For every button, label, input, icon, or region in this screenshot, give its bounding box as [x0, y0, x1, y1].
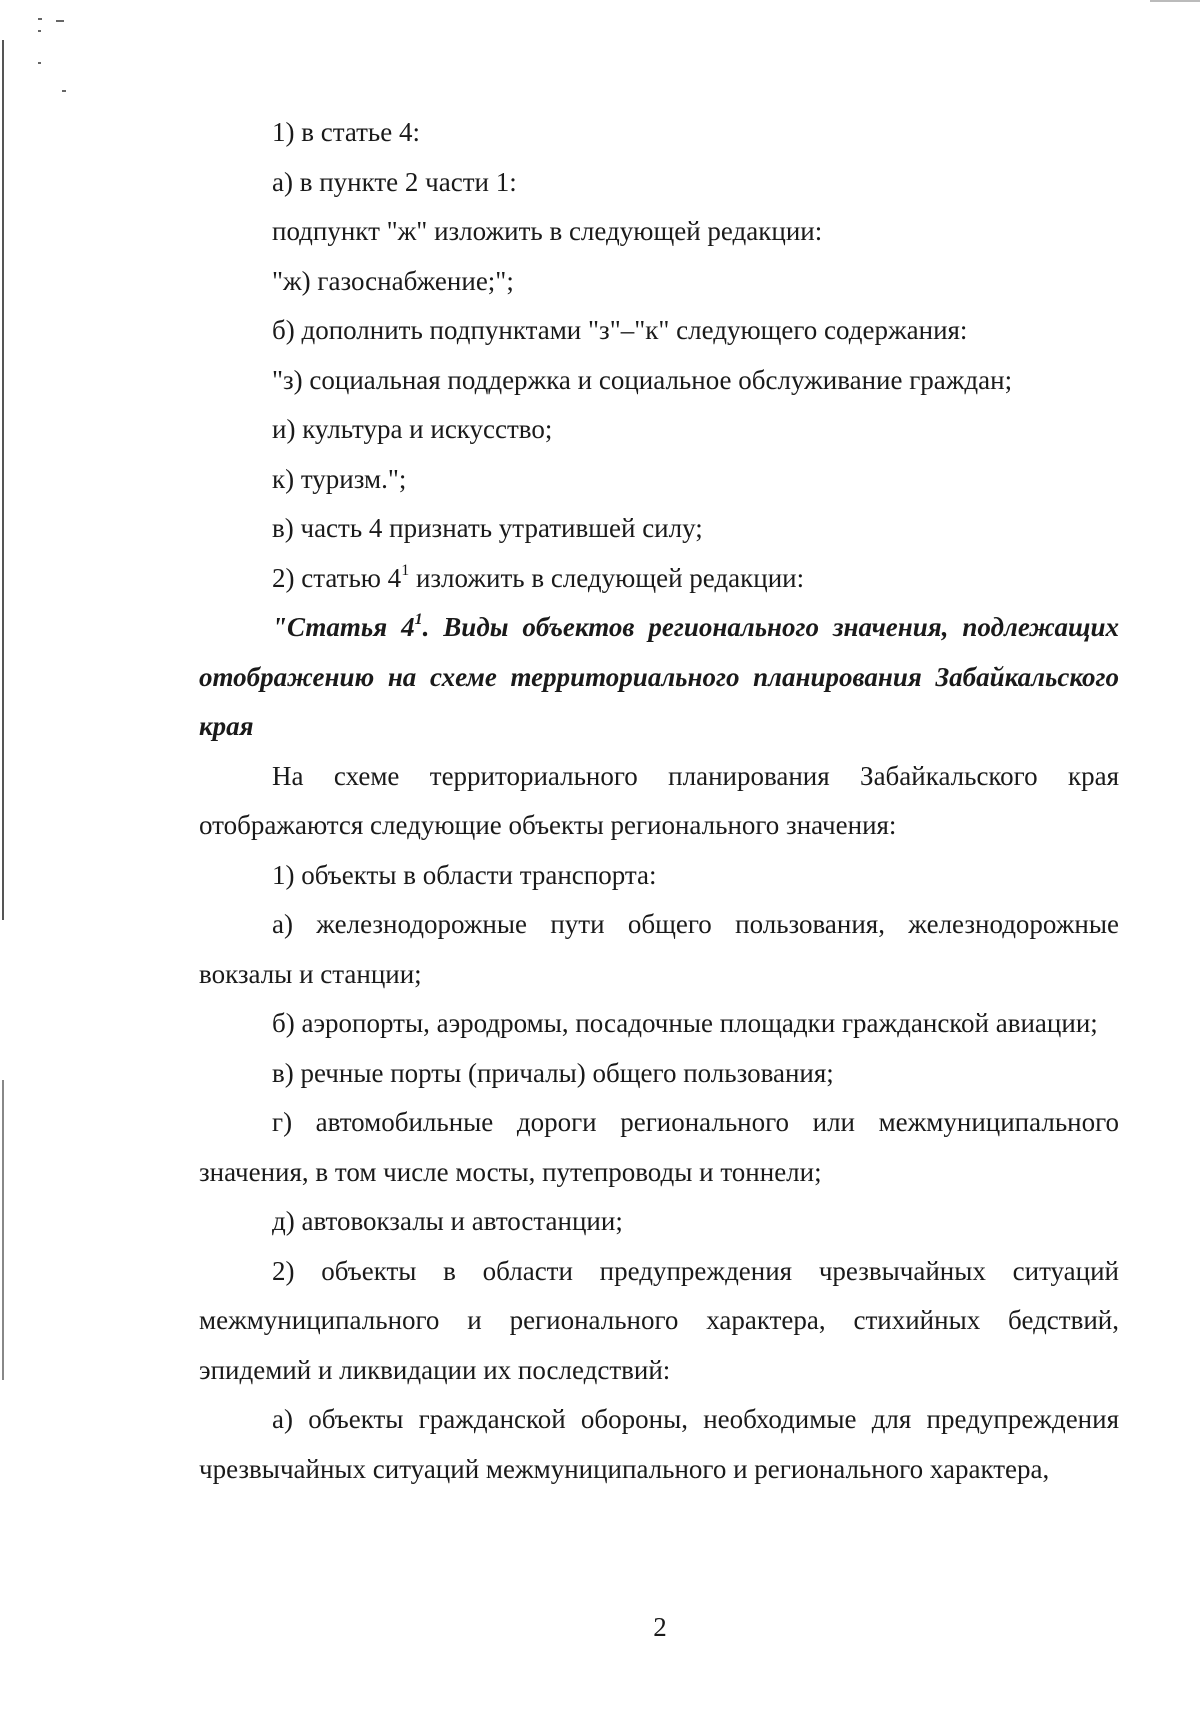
paragraph: 1) в статье 4: [272, 117, 420, 147]
paragraph: и) культура и искусство; [272, 414, 553, 444]
scan-speck [62, 90, 66, 92]
scan-speck [38, 62, 41, 64]
heading-after: . Виды объектов регионального значения, подлежащих отображению на схеме территориального планирования Забайкальского края [199, 612, 1119, 741]
document-body [199, 108, 1119, 1494]
scan-speck [38, 18, 42, 20]
page-number: 2 [653, 1612, 667, 1642]
article-line-after: изложить в следующей редакции: [409, 562, 805, 593]
paragraph: "з) социальная поддержка и социальное обслуживание граждан; [272, 364, 1013, 395]
scan-edge-line [2, 1080, 4, 1380]
scan-speck [38, 30, 41, 32]
body-paragraph: а) объекты гражданской обороны, необходимые для предупреждения чрезвычайных ситуаций межмуниципального и регионального характера, [199, 1404, 1119, 1484]
body-paragraph: г) автомобильные дороги регионального или межмуниципального значения, в том числе мосты, путепроводы и тоннели; [199, 1107, 1119, 1187]
scan-edge-line [2, 40, 4, 920]
scan-speck [1150, 0, 1200, 2]
heading-sup: 1 [414, 611, 423, 628]
body-paragraph: в) речные порты (причалы) общего пользования; [272, 1057, 834, 1088]
paragraph: б) дополнить подпунктами "з"–"к" следующего содержания: [272, 315, 968, 345]
body-paragraph: б) аэропорты, аэродромы, посадочные площадки гражданской авиации; [272, 1008, 1098, 1038]
paragraph: в) часть 4 признать утратившей силу; [272, 513, 703, 543]
heading-before: "Статья 4 [272, 612, 415, 642]
body-paragraph: На схеме территориального планирования Забайкальского края отображаются следующие объекты регионального значения: [199, 760, 1119, 840]
article-heading [199, 603, 1119, 752]
body-paragraph: д) автовокзалы и автостанции; [272, 1206, 623, 1236]
article-amendment-line [199, 554, 1119, 604]
paragraph: подпункт "ж" изложить в следующей редакции: [272, 216, 823, 246]
scan-speck [56, 20, 64, 22]
body-paragraph: 2) объекты в области предупреждения чрезвычайных ситуаций межмуниципального и регионального характера, стихийных бедствий, эпидемий и ликвидации их последствий: [199, 1255, 1119, 1385]
paragraph: "ж) газоснабжение;"; [272, 265, 514, 296]
article-line-before: 2) статью 4 [272, 562, 402, 593]
body-paragraph: а) железнодорожные пути общего пользования, железнодорожные вокзалы и станции; [199, 909, 1119, 989]
paragraph: а) в пункте 2 части 1: [272, 166, 517, 197]
body-paragraph: 1) объекты в области транспорта: [272, 859, 657, 890]
paragraph: к) туризм."; [272, 463, 407, 494]
article-line-sup: 1 [401, 561, 410, 579]
